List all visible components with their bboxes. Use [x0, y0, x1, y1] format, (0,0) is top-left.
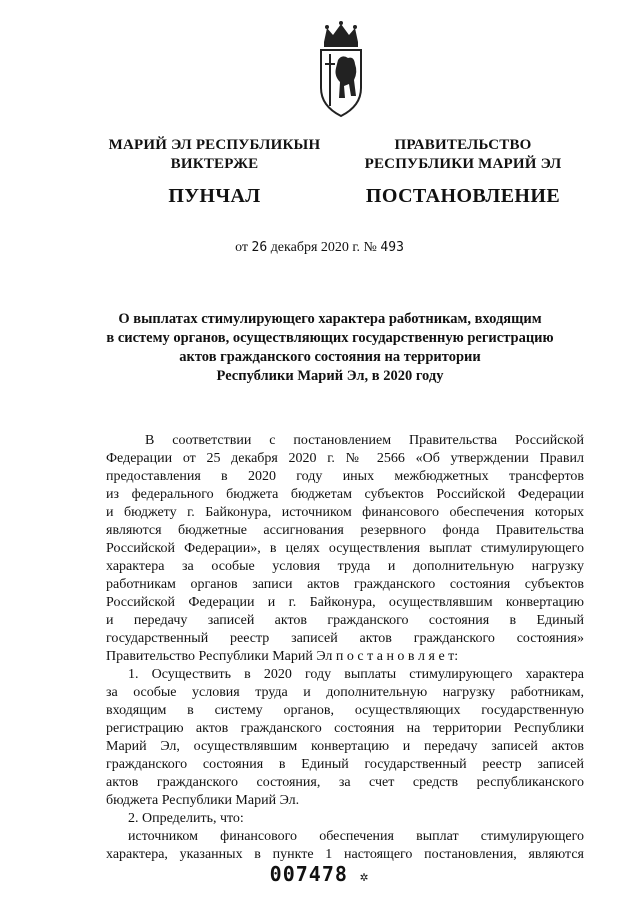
- body-line: В соответствии с постановлением Правительства Российской: [145, 433, 584, 448]
- body-line: и передачу записей актов гражданского состояния в Единый: [106, 613, 584, 628]
- header-right-doc-type: ПОСТАНОВЛЕНИЕ: [365, 185, 561, 207]
- body-line: источником финансового обеспечения выплат стимулирующего: [128, 829, 584, 844]
- body-line: 2. Определить, что:: [128, 811, 244, 826]
- body-line: из федерального бюджета бюджетам субъектов Российской Федерации: [106, 487, 584, 502]
- body-line: государственный реестр записей актов гражданского состояния»: [106, 631, 584, 646]
- date-day: 26: [251, 240, 268, 255]
- body-line: регистрацию актов гражданского состояния на территории Республики: [106, 721, 584, 736]
- body-line: Правительство Республики Марий Эл п о с т а н о в л я е т:: [106, 649, 459, 664]
- body-line: Российской Федерации», в целях осуществления выплат стимулирующего: [106, 541, 584, 556]
- header-right-line1: ПРАВИТЕЛЬСТВО: [394, 137, 532, 153]
- body-line: за особые условия труда и дополнительную нагрузку работникам,: [106, 685, 584, 700]
- header-left-line1: МАРИЙ ЭЛ РЕСПУБЛИКЫН: [108, 137, 321, 153]
- title-line: в систему органов, осуществляющих государственную регистрацию: [106, 330, 554, 346]
- body-line: работникам органов записи актов гражданского состояния субъектов: [106, 577, 584, 592]
- body-line: Марий Эл, осуществлявшим конвертацию и передачу записей актов: [106, 739, 584, 754]
- body-line: актов гражданского состояния, за счет средств республиканского: [106, 775, 584, 790]
- stamp-mark-icon: ✲: [359, 869, 370, 885]
- body-line: и бюджету г. Байконура, источником финансового обеспечения которых: [106, 505, 584, 520]
- body-line: Федерации от 25 декабря 2020 г. № 2566 «Об утверждении Правил: [106, 451, 584, 466]
- header-left-doc-type: ПУНЧАЛ: [168, 185, 261, 207]
- coat-of-arms-icon: [318, 20, 364, 120]
- body-line: Российской Федерации и г. Байконура, осуществлявшим конвертацию: [106, 595, 584, 610]
- body-line: характера за особые условия труда и дополнительную нагрузку: [106, 559, 584, 574]
- body-line: бюджета Республики Марий Эл.: [106, 793, 300, 808]
- date-line: [0, 240, 639, 256]
- title-line: О выплатах стимулирующего характера работникам, входящим: [118, 311, 542, 327]
- date-prefix: от: [235, 240, 249, 255]
- body-line: гражданского состояния в Единый государственный реестр записей: [106, 757, 584, 772]
- header-left-line2: ВИКТЕРЖЕ: [170, 156, 259, 172]
- title-line: Республики Марий Эл, в 2020 году: [216, 368, 444, 384]
- decree-number: 493: [380, 240, 404, 255]
- doc-serial-number: 007478: [269, 862, 348, 886]
- header-russian: [358, 136, 568, 209]
- body-line: предоставления в 2020 году иных межбюджетных трансфертов: [106, 469, 584, 484]
- title-line: актов гражданского состояния на территории: [179, 349, 481, 365]
- header-right-line2: РЕСПУБЛИКИ МАРИЙ ЭЛ: [364, 156, 562, 172]
- body-line: характера, указанных в пункте 1 настоящего постановления, являются: [106, 847, 584, 862]
- decree-title: [60, 310, 600, 386]
- body-line: являются бюджетные ассигнования резервного фонда Правительства: [106, 523, 584, 538]
- footer-doc-number: [0, 862, 639, 886]
- decree-body: [106, 432, 584, 864]
- header-marij: [92, 136, 337, 209]
- date-month-year: декабря 2020 г. №: [270, 240, 377, 255]
- body-line: 1. Осуществить в 2020 году выплаты стимулирующего характера: [128, 667, 584, 682]
- body-line: входящим в систему органов, осуществляющих государственную: [106, 703, 584, 718]
